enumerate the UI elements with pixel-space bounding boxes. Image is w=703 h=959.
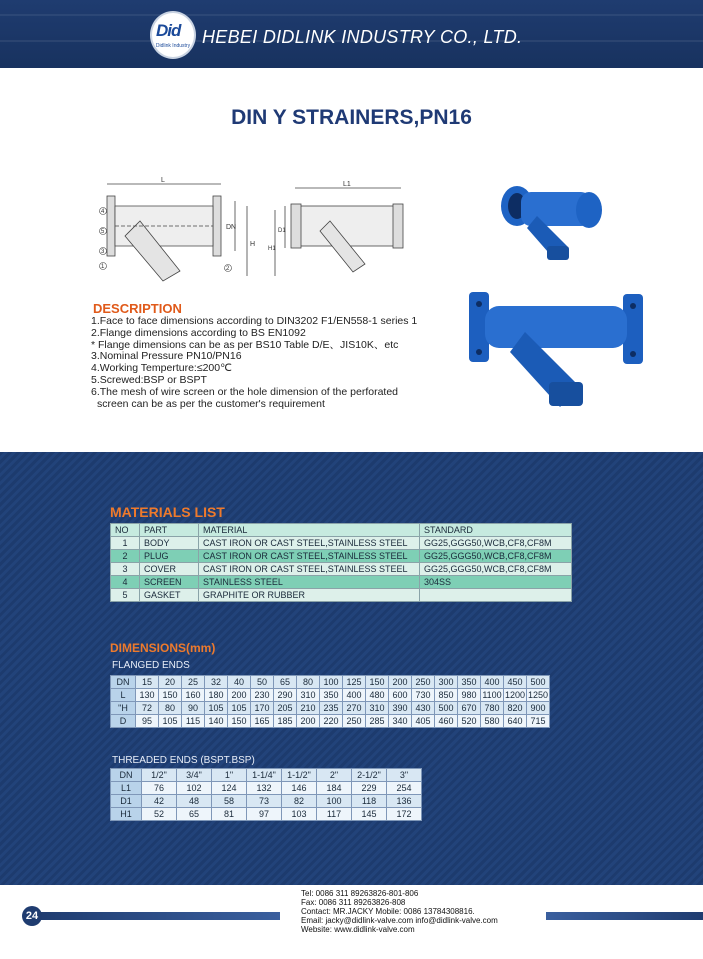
table-row bbox=[111, 676, 550, 689]
table-cell: 80 bbox=[159, 702, 182, 715]
flanged-ends-label: FLANGED ENDS bbox=[112, 660, 190, 671]
table-cell: 52 bbox=[142, 808, 177, 821]
contact-line: Fax: 0086 311 89263826-808 bbox=[301, 898, 406, 907]
row-header-cell: "H bbox=[111, 702, 136, 715]
materials-table bbox=[110, 523, 572, 602]
table-cell: 850 bbox=[435, 689, 458, 702]
description-line: 2.Flange dimensions according to BS EN1092 bbox=[91, 326, 306, 339]
table-cell: 250 bbox=[343, 715, 366, 728]
table-cell: 460 bbox=[435, 715, 458, 728]
table-cell: 105 bbox=[205, 702, 228, 715]
table-cell: 150 bbox=[159, 689, 182, 702]
row-header-cell: L1 bbox=[111, 782, 142, 795]
label-D1: D1 bbox=[278, 228, 286, 234]
table-cell: 124 bbox=[212, 782, 247, 795]
table-cell: 48 bbox=[177, 795, 212, 808]
table-cell: 81 bbox=[212, 808, 247, 821]
callout-1: 1 bbox=[101, 264, 105, 270]
table-cell: 900 bbox=[527, 702, 550, 715]
description-line: 3.Nominal Pressure PN10/PN16 bbox=[91, 350, 242, 363]
row-header-cell: L bbox=[111, 689, 136, 702]
table-cell: 400 bbox=[481, 676, 504, 689]
row-header-cell: D bbox=[111, 715, 136, 728]
table-cell: 670 bbox=[458, 702, 481, 715]
table-cell: 270 bbox=[343, 702, 366, 715]
table-cell: 125 bbox=[343, 676, 366, 689]
label-L: L bbox=[161, 177, 165, 184]
threaded-strainer-photo bbox=[497, 176, 607, 272]
table-cell: 105 bbox=[159, 715, 182, 728]
strainer-threaded-view bbox=[275, 188, 403, 276]
label-DN: DN bbox=[226, 224, 237, 231]
page-number: 24 bbox=[22, 906, 42, 926]
table-cell: 103 bbox=[282, 808, 317, 821]
table-cell: 340 bbox=[389, 715, 412, 728]
table-cell: 2" bbox=[317, 769, 352, 782]
table-cell: 290 bbox=[274, 689, 297, 702]
table-row bbox=[111, 702, 550, 715]
table-cell: 430 bbox=[412, 702, 435, 715]
table-cell: 140 bbox=[205, 715, 228, 728]
table-cell: 170 bbox=[251, 702, 274, 715]
dimensions-heading: DIMENSIONS(mm) bbox=[110, 641, 216, 655]
table-cell: 1250 bbox=[527, 690, 549, 700]
table-cell: CAST IRON OR CAST STEEL,STAINLESS STEEL bbox=[199, 550, 420, 563]
description-line: screen can be as per the customer's requirement bbox=[97, 397, 325, 410]
row-header-cell: D1 bbox=[111, 795, 142, 808]
description-list bbox=[91, 316, 461, 410]
callout-4: 4 bbox=[101, 209, 105, 215]
table-cell: 1-1/2" bbox=[282, 769, 317, 782]
contact-line: Contact: MR.JACKY Mobile: 0086 13784308816. bbox=[301, 907, 475, 916]
table-cell: STAINLESS STEEL bbox=[199, 576, 420, 589]
table-cell: 100 bbox=[320, 676, 343, 689]
table-cell: 980 bbox=[458, 689, 481, 702]
table-cell: 80 bbox=[297, 676, 320, 689]
table-row bbox=[111, 795, 422, 808]
table-row bbox=[111, 808, 422, 821]
table-cell: GRAPHITE OR RUBBER bbox=[199, 589, 420, 602]
callout-2: 2 bbox=[226, 266, 230, 272]
table-cell: BODY bbox=[140, 537, 199, 550]
table-cell: SCREEN bbox=[140, 576, 199, 589]
table-cell: 25 bbox=[182, 676, 205, 689]
table-row bbox=[111, 550, 572, 563]
contact-line: Website: www.didlink-valve.com bbox=[301, 925, 415, 934]
table-cell: 520 bbox=[458, 715, 481, 728]
table-cell: 132 bbox=[247, 782, 282, 795]
table-cell: 304SS bbox=[420, 576, 572, 589]
description-line: 4.Working Temperture:≤200℃ bbox=[91, 362, 232, 375]
table-cell: 160 bbox=[182, 689, 205, 702]
table-cell: 254 bbox=[387, 782, 422, 795]
description-line: 1.Face to face dimensions according to DIN3202 F1/EN558-1 series 1 bbox=[91, 315, 418, 327]
table-cell: 165 bbox=[251, 715, 274, 728]
contact-line: Tel: 0086 311 89263826-801-806 bbox=[301, 889, 419, 898]
logo-subtext: Didlink Industry bbox=[155, 43, 191, 49]
company-name: HEBEI DIDLINK INDUSTRY CO., LTD. bbox=[202, 27, 523, 47]
table-cell: 115 bbox=[182, 715, 205, 728]
flanged-dimensions-table bbox=[110, 675, 550, 728]
table-cell: 40 bbox=[228, 676, 251, 689]
table-cell: GG25,GGG50,WCB,CF8,CF8M bbox=[420, 550, 572, 563]
table-cell: 3" bbox=[387, 769, 422, 782]
table-cell: 820 bbox=[504, 702, 527, 715]
table-cell: 3/4" bbox=[177, 769, 212, 782]
table-row bbox=[111, 689, 550, 702]
table-cell: GASKET bbox=[140, 589, 199, 602]
table-cell: 76 bbox=[142, 782, 177, 795]
table-cell: 390 bbox=[389, 702, 412, 715]
table-cell: 146 bbox=[282, 782, 317, 795]
table-cell: 130 bbox=[136, 689, 159, 702]
table-cell: PLUG bbox=[140, 550, 199, 563]
table-cell: 640 bbox=[504, 715, 527, 728]
table-cell: GG25,GGG50,WCB,CF8,CF8M bbox=[420, 537, 572, 550]
column-header: MATERIAL bbox=[199, 524, 420, 537]
table-cell: 20 bbox=[159, 676, 182, 689]
column-header: STANDARD bbox=[420, 524, 572, 537]
table-cell: 600 bbox=[389, 689, 412, 702]
table-cell: 310 bbox=[366, 702, 389, 715]
table-cell: 102 bbox=[177, 782, 212, 795]
threaded-ends-label: THREADED ENDS (BSPT.BSP) bbox=[112, 755, 255, 766]
table-cell: 184 bbox=[317, 782, 352, 795]
table-cell: CAST IRON OR CAST STEEL,STAINLESS STEEL bbox=[199, 563, 420, 576]
callout-3: 3 bbox=[101, 249, 105, 255]
table-cell: 285 bbox=[366, 715, 389, 728]
table-cell: 58 bbox=[212, 795, 247, 808]
table-cell: 480 bbox=[366, 689, 389, 702]
table-cell bbox=[420, 589, 572, 602]
table-cell: 73 bbox=[247, 795, 282, 808]
table-cell: 1 bbox=[111, 537, 140, 550]
table-cell: 350 bbox=[320, 689, 343, 702]
table-cell: 136 bbox=[387, 795, 422, 808]
table-cell: GG25,GGG50,WCB,CF8,CF8M bbox=[420, 563, 572, 576]
table-cell: 118 bbox=[352, 795, 387, 808]
table-cell: 5 bbox=[111, 589, 140, 602]
table-cell: 1-1/4" bbox=[247, 769, 282, 782]
table-row bbox=[111, 589, 572, 602]
table-cell: 780 bbox=[481, 702, 504, 715]
table-cell: 1200 bbox=[504, 690, 526, 700]
table-cell: 180 bbox=[205, 689, 228, 702]
table-cell: 3 bbox=[111, 563, 140, 576]
table-cell: 65 bbox=[274, 676, 297, 689]
table-cell: 1/2" bbox=[142, 769, 177, 782]
table-cell: 500 bbox=[435, 702, 458, 715]
threaded-dimensions-table bbox=[110, 768, 422, 821]
table-cell: 730 bbox=[412, 689, 435, 702]
table-row bbox=[111, 782, 422, 795]
logo-mark: Did bbox=[156, 21, 181, 40]
table-cell: 172 bbox=[387, 808, 422, 821]
table-row bbox=[111, 537, 572, 550]
table-cell: 50 bbox=[251, 676, 274, 689]
table-cell: 400 bbox=[343, 689, 366, 702]
materials-heading: MATERIALS LIST bbox=[110, 504, 225, 520]
table-cell: 250 bbox=[412, 676, 435, 689]
table-cell: 300 bbox=[435, 676, 458, 689]
table-cell: CAST IRON OR CAST STEEL,STAINLESS STEEL bbox=[199, 537, 420, 550]
table-cell: 229 bbox=[352, 782, 387, 795]
table-cell: 145 bbox=[352, 808, 387, 821]
table-row bbox=[111, 563, 572, 576]
label-H: H bbox=[250, 241, 256, 248]
row-header-cell: DN bbox=[111, 676, 136, 689]
table-cell: 185 bbox=[274, 715, 297, 728]
table-cell: 100 bbox=[317, 795, 352, 808]
table-cell: 200 bbox=[228, 689, 251, 702]
description-heading: DESCRIPTION bbox=[93, 301, 182, 316]
label-H1: H1 bbox=[268, 246, 276, 252]
table-cell: 42 bbox=[142, 795, 177, 808]
row-header-cell: DN bbox=[111, 769, 142, 782]
callout-5: 5 bbox=[101, 229, 105, 235]
table-cell: 82 bbox=[282, 795, 317, 808]
table-cell: 72 bbox=[136, 702, 159, 715]
table-cell: 450 bbox=[504, 676, 527, 689]
table-cell: 150 bbox=[228, 715, 251, 728]
row-header-cell: H1 bbox=[111, 808, 142, 821]
table-cell: 405 bbox=[412, 715, 435, 728]
table-cell: 715 bbox=[527, 715, 550, 728]
description-line: 6.The mesh of wire screen or the hole dimension of the perforated bbox=[91, 385, 399, 398]
table-cell: 220 bbox=[320, 715, 343, 728]
footer-bar-right bbox=[546, 912, 703, 920]
table-cell: 200 bbox=[297, 715, 320, 728]
table-cell: 95 bbox=[136, 715, 159, 728]
description-line: * Flange dimensions can be as per BS10 Table D/E、JIS10K、etc bbox=[91, 338, 399, 351]
table-cell: COVER bbox=[140, 563, 199, 576]
label-L1: L1 bbox=[343, 181, 351, 188]
table-cell: 200 bbox=[389, 676, 412, 689]
table-row bbox=[111, 769, 422, 782]
table-cell: 97 bbox=[247, 808, 282, 821]
table-cell: 117 bbox=[317, 808, 352, 821]
technical-drawing bbox=[85, 176, 423, 296]
description-line: 5.Screwed:BSP or BSPT bbox=[91, 373, 207, 386]
table-cell: 580 bbox=[481, 715, 504, 728]
table-cell: 2-1/2" bbox=[352, 769, 387, 782]
flanged-strainer-photo bbox=[465, 282, 648, 414]
table-cell: 205 bbox=[274, 702, 297, 715]
table-cell: 32 bbox=[205, 676, 228, 689]
table-cell: 350 bbox=[458, 676, 481, 689]
table-cell: 90 bbox=[182, 702, 205, 715]
table-cell: 2 bbox=[111, 550, 140, 563]
contact-line: Email: jacky@didlink-valve.com info@didlink-valve.com bbox=[301, 916, 498, 925]
table-cell: 1100 bbox=[482, 690, 502, 700]
table-cell: 4 bbox=[111, 576, 140, 589]
table-row bbox=[111, 715, 550, 728]
table-header-row bbox=[111, 524, 572, 537]
contact-info bbox=[301, 889, 498, 934]
table-cell: 150 bbox=[366, 676, 389, 689]
table-row bbox=[111, 576, 572, 589]
table-cell: 105 bbox=[228, 702, 251, 715]
table-cell: 210 bbox=[297, 702, 320, 715]
table-cell: 65 bbox=[177, 808, 212, 821]
column-header: PART bbox=[140, 524, 199, 537]
table-cell: 500 bbox=[527, 676, 550, 689]
company-logo bbox=[150, 11, 196, 59]
table-cell: 15 bbox=[136, 676, 159, 689]
table-cell: 310 bbox=[297, 689, 320, 702]
header-stripe bbox=[0, 14, 703, 16]
footer-bar-left bbox=[37, 912, 280, 920]
table-cell: 1" bbox=[212, 769, 247, 782]
column-header: NO bbox=[111, 524, 140, 537]
table-cell: 235 bbox=[320, 702, 343, 715]
page-title: DIN Y STRAINERS,PN16 bbox=[231, 106, 472, 129]
table-cell: 230 bbox=[251, 689, 274, 702]
